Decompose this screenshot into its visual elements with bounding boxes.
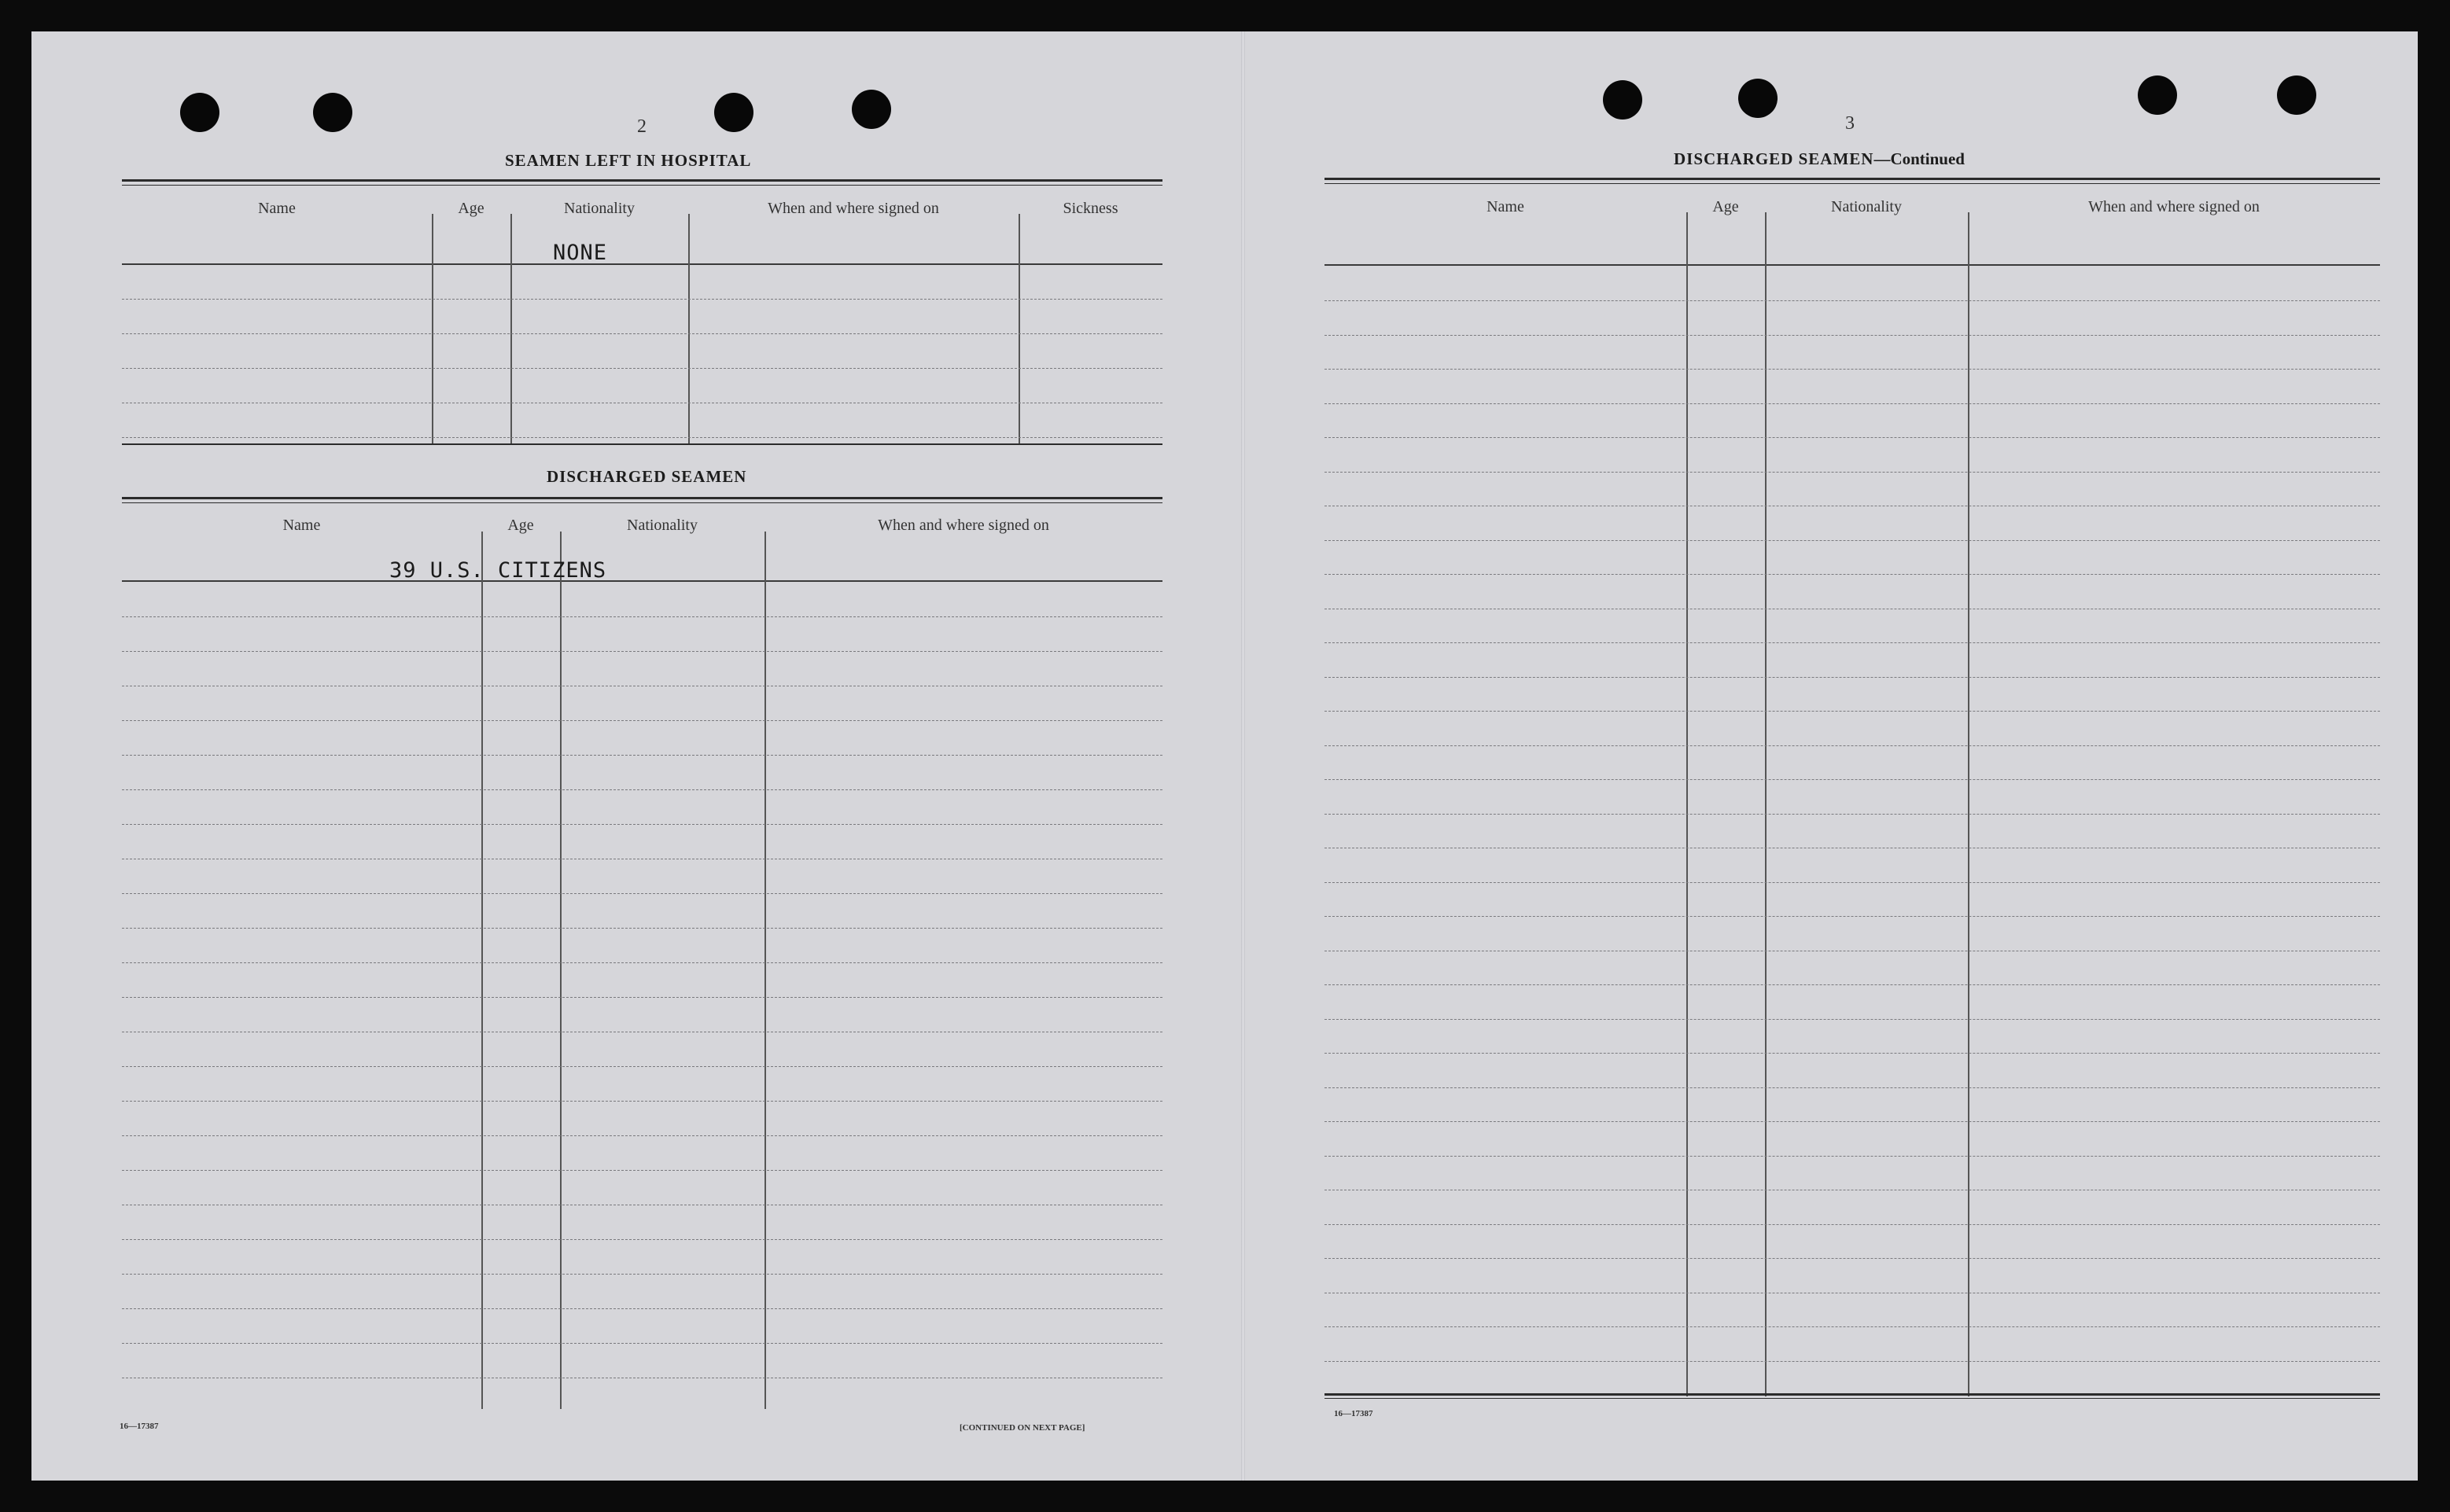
right-page-number: 3 [1845, 113, 1855, 134]
ruled-line [1324, 300, 2380, 301]
ruled-line [1324, 916, 2380, 917]
document-sheet [31, 31, 2418, 1481]
ruled-line [1324, 882, 2380, 883]
punch-hole [2138, 75, 2177, 115]
hospital-table [122, 179, 1162, 443]
ruled-line [1324, 472, 2380, 473]
ruled-line [122, 1239, 1162, 1240]
ruled-line [1324, 540, 2380, 541]
discharged-table-left [122, 497, 1162, 1409]
continued-note: [CONTINUED ON NEXT PAGE] [960, 1423, 1085, 1433]
ruled-line [1324, 1258, 2380, 1259]
ruled-line [122, 1308, 1162, 1309]
hospital-col-signed-on: When and where signed on [768, 200, 939, 217]
ruled-line [1324, 335, 2380, 336]
ruled-line [1324, 403, 2380, 404]
ruled-line [1324, 711, 2380, 712]
discharged-entry: 39 U.S. CITIZENS [389, 558, 607, 583]
ruled-line [1324, 745, 2380, 746]
ruled-line [1324, 574, 2380, 575]
ruled-line [122, 1066, 1162, 1067]
ruled-line [122, 928, 1162, 929]
ruled-line [1324, 1053, 2380, 1054]
ruled-line [1324, 1121, 2380, 1122]
hospital-col-age: Age [458, 200, 484, 217]
ruled-line [1324, 1019, 2380, 1020]
ruled-line [122, 824, 1162, 825]
ruled-line [1324, 1156, 2380, 1157]
ruled-line [122, 997, 1162, 998]
ruled-line [122, 1170, 1162, 1171]
punch-hole [1738, 79, 1778, 118]
hospital-section-title: SEAMEN LEFT IN HOSPITAL [505, 151, 752, 170]
ruled-line [1324, 437, 2380, 438]
discharged-col-signed-on: When and where signed on [878, 517, 1049, 534]
ruled-line [1324, 779, 2380, 780]
ruled-line [122, 789, 1162, 790]
hospital-entry: NONE [553, 241, 608, 265]
hospital-col-name: Name [258, 200, 296, 217]
right-col-signed-on: When and where signed on [2088, 198, 2260, 215]
discharged-section-title: DISCHARGED SEAMEN [547, 467, 747, 486]
discharged-col-age: Age [507, 517, 534, 534]
punch-hole [714, 93, 753, 132]
ruled-line [122, 1274, 1162, 1275]
right-title-main: DISCHARGED SEAMEN [1674, 149, 1874, 168]
punch-hole [180, 93, 219, 132]
ruled-line [1324, 984, 2380, 985]
ruled-line [122, 755, 1162, 756]
ruled-line [1324, 1224, 2380, 1225]
ruled-line [122, 1135, 1162, 1136]
ruled-line [122, 1343, 1162, 1344]
ruled-line [1324, 1087, 2380, 1088]
right-col-name: Name [1487, 198, 1524, 215]
left-form-number: 16—17387 [120, 1422, 159, 1431]
right-col-nationality: Nationality [1831, 198, 1902, 215]
ruled-line [122, 893, 1162, 894]
punch-hole [2277, 75, 2316, 115]
ruled-line [122, 720, 1162, 721]
ruled-line [1324, 1361, 2380, 1362]
punch-hole [852, 90, 891, 129]
ruled-line [1324, 814, 2380, 815]
ruled-line [122, 1101, 1162, 1102]
ruled-line [122, 616, 1162, 617]
discharged-table-right [1324, 178, 2380, 1396]
ruled-line [1324, 677, 2380, 678]
ruled-line [1324, 1326, 2380, 1327]
page-fold [1241, 31, 1245, 1481]
right-form-number: 16—17387 [1334, 1409, 1373, 1418]
hospital-col-sickness: Sickness [1063, 200, 1118, 217]
ruled-line [122, 962, 1162, 963]
discharged-col-nationality: Nationality [627, 517, 698, 534]
ruled-line [1324, 369, 2380, 370]
right-title-suffix: —Continued [1873, 149, 1965, 168]
right-col-age: Age [1712, 198, 1739, 215]
ruled-line [122, 651, 1162, 652]
right-section-title [1674, 149, 1965, 169]
discharged-col-name: Name [282, 517, 321, 534]
punch-hole [1603, 80, 1642, 120]
punch-hole [313, 93, 352, 132]
left-page-number: 2 [637, 116, 647, 137]
hospital-col-nationality: Nationality [564, 200, 635, 217]
ruled-line [1324, 642, 2380, 643]
